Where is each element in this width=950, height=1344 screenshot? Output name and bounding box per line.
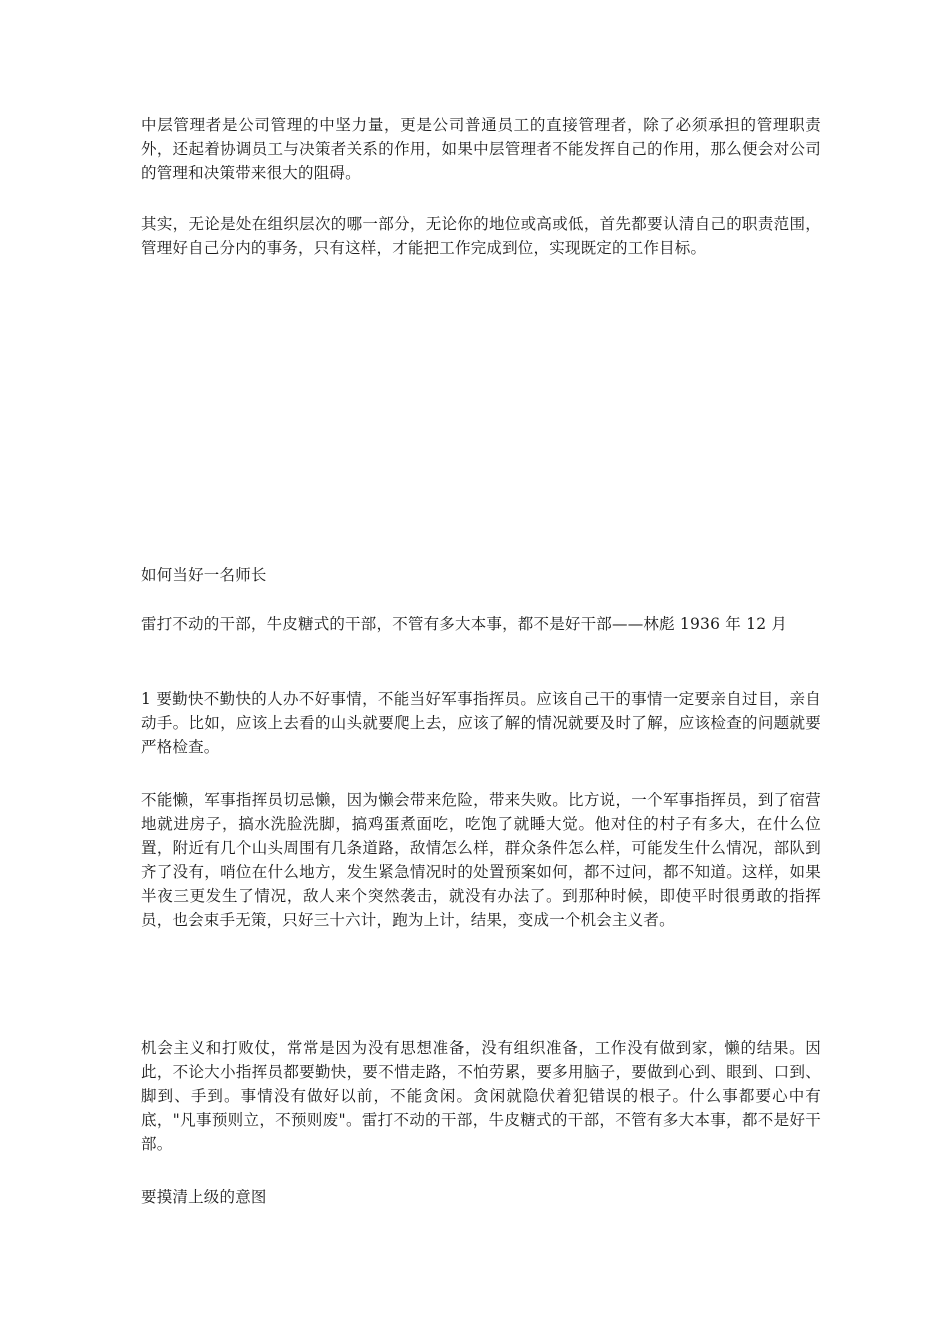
paragraph-be-diligent: 1 要勤快不勤快的人办不好事情，不能当好军事指挥员。应该自己干的事情一定要亲自过目，亲自动手。比如，应该上去看的山头就要爬上去，应该了解的情况就要及时了解，应该检查的问题就要严格检查。 [141,690,821,756]
section-heading-understand-superiors: 要摸清上级的意图 [141,1188,267,1206]
section-heading-division-commander: 如何当好一名师长 [141,566,267,584]
paragraph-opportunism: 机会主义和打败仗，常常是因为没有思想准备，没有组织准备，工作没有做到家，懒的结果。因此，不论大小指挥员都要勤快，要不惜走路，不怕劳累，要多用脑子，要做到心到、眼到、口到、脚到、手到。事情没有做好以前，不能贪闲。贪闲就隐伏着犯错误的根子。什么事都要心中有底，"凡事预则立，不预则废"。雷打不动的干部，牛皮糖式的干部，不管有多大本事，都不是好干部。 [141,1039,821,1153]
paragraph-middle-managers: 中层管理者是公司管理的中坚力量，更是公司普通员工的直接管理者，除了必须承担的管理职责外，还起着协调员工与决策者关系的作用，如果中层管理者不能发挥自己的作用，那么便会对公司的管理和决策带来很大的阻碍。 [141,116,821,182]
paragraph-no-laziness: 不能懒，军事指挥员切忌懒，因为懒会带来危险，带来失败。比方说，一个军事指挥员，到了宿营地就进房子，搞水洗脸洗脚，搞鸡蛋煮面吃，吃饱了就睡大觉。他对住的村子有多大，在什么位置，附近有几个山头周围有几条道路，敌情怎么样，群众条件怎么样，可能发生什么情况，部队到齐了没有，哨位在什么地方，发生紧急情况时的处置预案如何，都不过问，都不知道。这样，如果半夜三更发生了情况，敌人来个突然袭击，就没有办法了。到那种时候，即使平时很勇敢的指挥员，也会束手无策，只好三十六计，跑为上计，结果，变成一个机会主义者。 [141,791,821,929]
quote-lin-biao: 雷打不动的干部，牛皮糖式的干部，不管有多大本事，都不是好干部——林彪 1936 年 12 月 [141,615,788,633]
paragraph-responsibility-scope: 其实，无论是处在组织层次的哪一部分，无论你的地位或高或低，首先都要认清自己的职责范围，管理好自己分内的事务，只有这样，才能把工作完成到位，实现既定的工作目标。 [141,215,821,257]
